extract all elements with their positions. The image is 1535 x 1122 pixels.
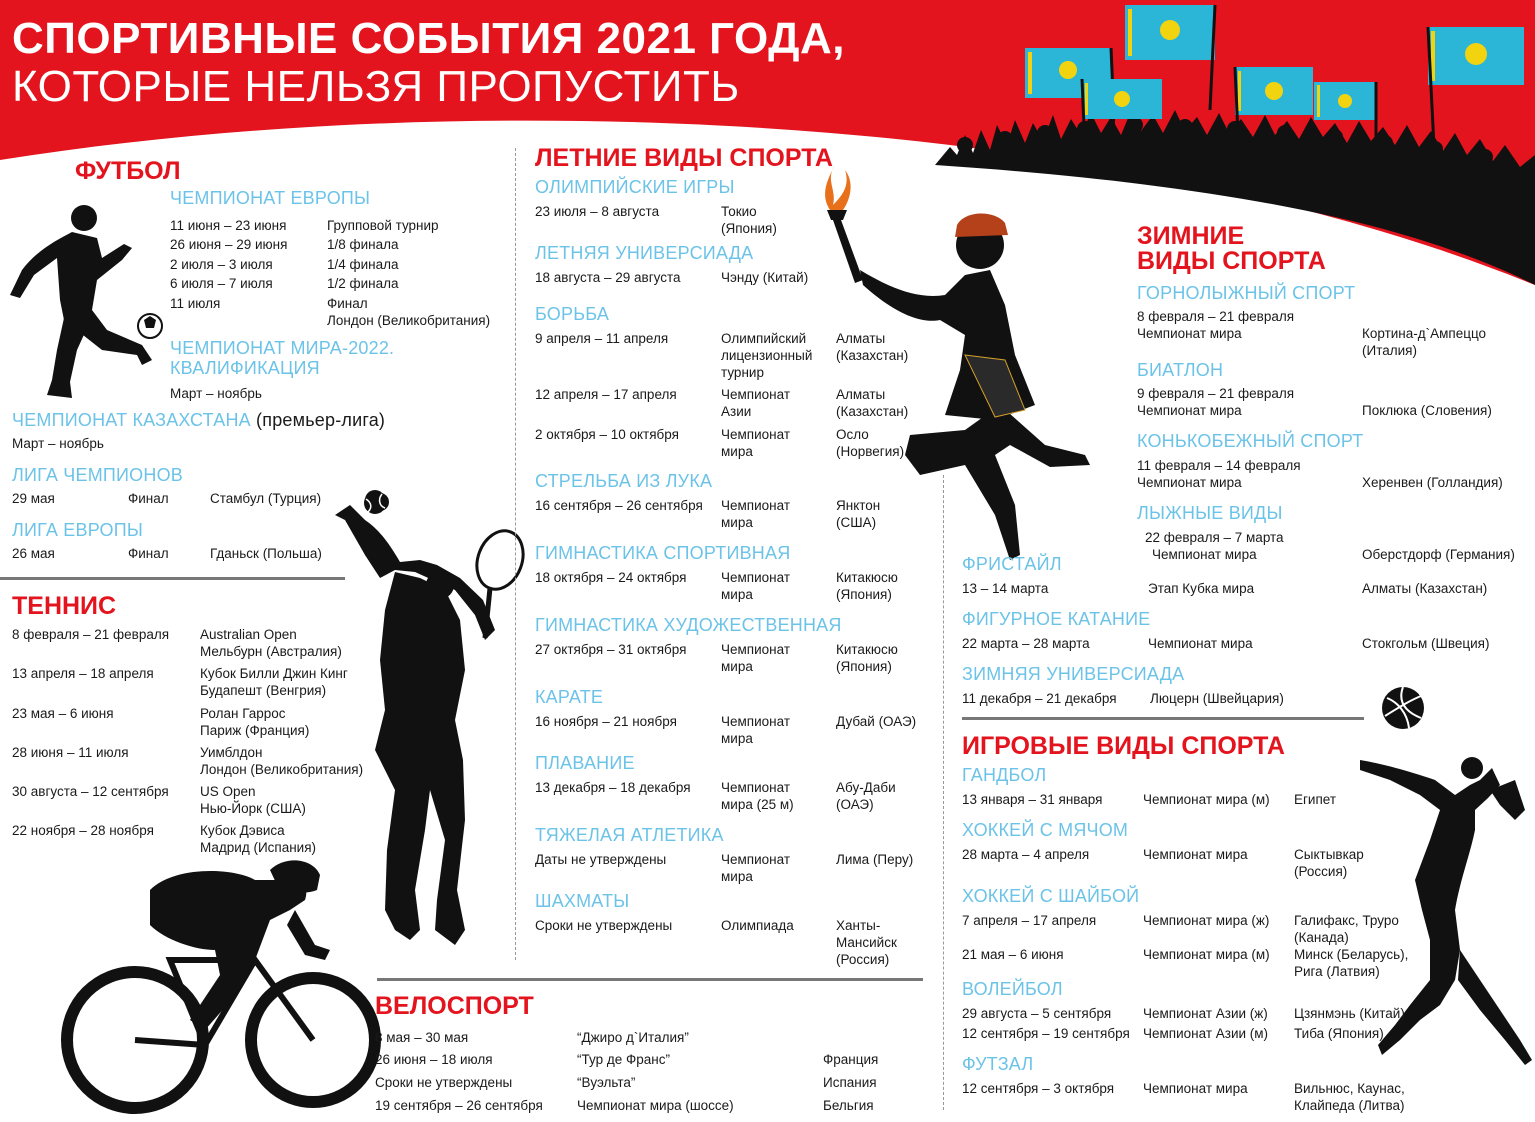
archery-date: 16 сентября – 26 сентября (535, 498, 703, 513)
futsal-place: Клайпеда (Литва) (1294, 1098, 1405, 1113)
swimming-title: ПЛАВАНИЕ (535, 753, 635, 773)
wrestling-event: Чемпионат (721, 387, 790, 402)
football-title: ФУТБОЛ (75, 157, 181, 185)
football-player-silhouette (2, 200, 172, 400)
chess-place: (Россия) (836, 952, 890, 967)
kz-league-name: ЧЕМПИОНАТ КАЗАХСТАНА (12, 410, 251, 430)
olympics-date: 23 июля – 8 августа (535, 204, 660, 219)
uel-place: Гданьск (Польша) (210, 546, 322, 561)
cycling-event: “Тур де Франс” (577, 1052, 670, 1067)
tennis-event: Кубок Дэвиса (200, 823, 285, 838)
gym-rhythmic-event: Чемпионат (721, 642, 790, 657)
alpine-place: (Италия) (1362, 343, 1417, 358)
chess-place: Ханты- (836, 918, 881, 933)
wrestling-place: (Норвегия) (836, 444, 905, 459)
ski-date: 22 февраля – 7 марта (1145, 530, 1284, 545)
alpine-title: ГОРНОЛЫЖНЫЙ СПОРТ (1137, 283, 1356, 303)
euro-stage: Групповой турнир (327, 218, 439, 233)
bandy-place: Сыктывкар (1294, 847, 1364, 862)
kz-league-dates: Март – ноябрь (12, 436, 104, 451)
euro-stage: 1/2 финала (327, 276, 399, 291)
uel-title: ЛИГА ЕВРОПЫ (12, 520, 143, 540)
gym-rhythmic-title: ГИМНАСТИКА ХУДОЖЕСТВЕННАЯ (535, 615, 842, 635)
handball-event: Чемпионат мира (м) (1143, 792, 1270, 807)
bandy-place: (Россия) (1294, 864, 1348, 879)
volleyball-date: 12 сентября – 19 сентября (962, 1026, 1130, 1041)
wrestling-event: мира (721, 444, 753, 459)
volleyball-date: 29 августа – 5 сентября (962, 1006, 1112, 1021)
cycling-title: ВЕЛОСПОРТ (375, 992, 534, 1020)
ice-hockey-place: Минск (Беларусь), (1294, 947, 1409, 962)
tennis-place: Мельбурн (Австралия) (200, 644, 342, 659)
gym-artistic-place: Китакюсю (836, 570, 898, 585)
summer-title: ЛЕТНИЕ ВИДЫ СПОРТА (535, 144, 833, 172)
volleyball-ball-icon (1379, 684, 1427, 732)
ucl-stage: Финал (128, 491, 169, 506)
tennis-date: 28 июня – 11 июля (12, 745, 129, 760)
bandy-title: ХОККЕЙ С МЯЧОМ (962, 820, 1129, 840)
wc-qual-title-2: КВАЛИФИКАЦИЯ (170, 358, 320, 378)
figure-skating-date: 22 марта – 28 марта (962, 636, 1090, 651)
wrestling-place: Алматы (836, 387, 886, 402)
olympics-place-country: (Япония) (721, 221, 777, 236)
figure-skating-place: Стокгольм (Швеция) (1362, 636, 1490, 651)
euro-date: 2 июля – 3 июля (170, 257, 273, 272)
uel-date: 26 мая (12, 546, 55, 561)
ice-hockey-title: ХОККЕЙ С ШАЙБОЙ (962, 886, 1140, 906)
gym-artistic-event: Чемпионат (721, 570, 790, 585)
gym-rhythmic-date: 27 октября – 31 октября (535, 642, 687, 657)
ski-title: ЛЫЖНЫЕ ВИДЫ (1137, 503, 1283, 523)
freestyle-place: Алматы (Казахстан) (1362, 581, 1488, 596)
tennis-ball-icon (362, 490, 388, 516)
chess-date: Сроки не утверждены (535, 918, 673, 933)
uel-stage: Финал (128, 546, 169, 561)
tennis-event: Ролан Гаррос (200, 706, 286, 721)
tennis-date: 30 августа – 12 сентября (12, 784, 169, 799)
cyclist-silhouette (55, 850, 385, 1120)
wrestling-place: (Казахстан) (836, 404, 909, 419)
gym-rhythmic-event: мира (721, 659, 753, 674)
tennis-date: 8 февраля – 21 февраля (12, 627, 170, 642)
cycling-date: 8 мая – 30 мая (375, 1030, 469, 1045)
divider-left (515, 148, 516, 960)
euro-stage: 1/8 финала (327, 237, 399, 252)
summer-universiade-date: 18 августа – 29 августа (535, 270, 681, 285)
cycling-event: “Джиро д`Италия” (577, 1030, 689, 1045)
tennis-event: US Open (200, 784, 256, 799)
volleyball-event: Чемпионат Азии (м) (1143, 1026, 1269, 1041)
ucl-date: 29 мая (12, 491, 55, 506)
ice-hockey-place: Галифакс, Труро (1294, 913, 1399, 928)
gym-rhythmic-place: (Япония) (836, 659, 892, 674)
gym-artistic-title: ГИМНАСТИКА СПОРТИВНАЯ (535, 543, 791, 563)
divider-winter-team (962, 717, 1364, 720)
freestyle-event: Этап Кубка мира (1148, 581, 1255, 596)
tennis-date: 13 апреля – 18 апреля (12, 666, 154, 681)
winter-title-2: ВИДЫ СПОРТА (1137, 247, 1326, 275)
chess-title: ШАХМАТЫ (535, 891, 630, 911)
ice-hockey-place: Рига (Латвия) (1294, 964, 1380, 979)
euro-date: 6 июля – 7 июля (170, 276, 273, 291)
wrestling-place: Осло (836, 427, 869, 442)
chess-event: Олимпиада (721, 918, 794, 933)
winter-title: ЗИМНИЕ (1137, 222, 1245, 250)
archery-place: Янктон (836, 498, 881, 513)
winter-universiade-place: Люцерн (Швейцария) (1150, 691, 1284, 706)
page-subtitle: КОТОРЫЕ НЕЛЬЗЯ ПРОПУСТИТЬ (12, 62, 740, 111)
handball-place: Египет (1294, 792, 1337, 807)
tennis-place: Париж (Франция) (200, 723, 310, 738)
cycling-place: Испания (823, 1075, 877, 1090)
alpine-place: Кортина-д`Ампеццо (1362, 326, 1487, 341)
volleyball-place: Тиба (Япония) (1294, 1026, 1384, 1041)
freestyle-title: ФРИСТАЙЛ (962, 554, 1062, 574)
tennis-event: Кубок Билли Джин Кинг (200, 666, 348, 681)
divider-right (943, 475, 944, 1110)
cycling-place: Франция (823, 1052, 879, 1067)
gym-rhythmic-place: Китакюсю (836, 642, 898, 657)
speed-skating-event: Чемпионат мира (1137, 475, 1242, 490)
ice-hockey-event: Чемпионат мира (ж) (1143, 913, 1270, 928)
wrestling-place: (Казахстан) (836, 348, 909, 363)
futsal-date: 12 сентября – 3 октября (962, 1081, 1115, 1096)
euro-stage: 1/4 финала (327, 257, 399, 272)
summer-universiade-place: Чэнду (Китай) (721, 270, 809, 285)
winter-universiade-date: 11 декабря – 21 декабря (962, 691, 1117, 706)
futsal-place: Вильнюс, Каунас, (1294, 1081, 1405, 1096)
wrestling-date: 9 апреля – 11 апреля (535, 331, 669, 346)
wc-qual-dates: Март – ноябрь (170, 386, 262, 401)
divider-velo (377, 978, 923, 981)
swimming-date: 13 декабря – 18 декабря (535, 780, 691, 795)
gym-artistic-place: (Япония) (836, 587, 892, 602)
karate-place: Дубай (ОАЭ) (836, 714, 917, 729)
swimming-event: Чемпионат (721, 780, 790, 795)
weightlifting-event: Чемпионат (721, 852, 790, 867)
swimming-place: Абу-Даби (836, 780, 896, 795)
euro-date: 11 июля (170, 296, 221, 311)
figure-skating-event: Чемпионат мира (1148, 636, 1253, 651)
euro-date: 11 июня – 23 июня (170, 218, 287, 233)
cycling-event: Чемпионат мира (шоссе) (577, 1098, 734, 1113)
divider-football-tennis (0, 577, 345, 580)
ice-hockey-place: (Канада) (1294, 930, 1349, 945)
ski-event: Чемпионат мира (1152, 547, 1257, 562)
tennis-place: Лондон (Великобритания) (200, 762, 364, 777)
archery-title: СТРЕЛЬБА ИЗ ЛУКА (535, 471, 713, 491)
chess-place: Мансийск (836, 935, 897, 950)
page-title: СПОРТИВНЫЕ СОБЫТИЯ 2021 ГОДА, (12, 14, 846, 63)
futsal-title: ФУТЗАЛ (962, 1054, 1034, 1074)
ski-place: Оберстдорф (Германия) (1362, 547, 1515, 562)
tennis-place: Нью-Йорк (США) (200, 801, 306, 816)
ucl-place: Стамбул (Турция) (210, 491, 322, 506)
wrestling-title: БОРЬБА (535, 304, 610, 324)
tennis-place: Будапешт (Венгрия) (200, 683, 327, 698)
biathlon-event: Чемпионат мира (1137, 403, 1242, 418)
futsal-event: Чемпионат мира (1143, 1081, 1248, 1096)
olympics-place: Токио (721, 204, 757, 219)
euro-final-place: Лондон (Великобритания) (327, 313, 491, 328)
ice-hockey-date: 21 мая – 6 июня (962, 947, 1064, 962)
cycling-event: “Вуэльта” (577, 1075, 636, 1090)
speed-skating-title: КОНЬКОБЕЖНЫЙ СПОРТ (1137, 431, 1364, 451)
kazakhstan-flag-icon (1420, 22, 1530, 152)
swimming-event: мира (25 м) (721, 797, 794, 812)
bandy-event: Чемпионат мира (1143, 847, 1248, 862)
olympics-title: ОЛИМПИЙСКИЕ ИГРЫ (535, 177, 735, 197)
weightlifting-place: Лима (Перу) (836, 852, 914, 867)
cycling-date: Сроки не утверждены (375, 1075, 513, 1090)
speed-skating-place: Херенвен (Голландия) (1362, 475, 1503, 490)
volleyball-title: ВОЛЕЙБОЛ (962, 979, 1063, 999)
ice-hockey-event: Чемпионат мира (м) (1143, 947, 1270, 962)
tennis-place: Мадрид (Испания) (200, 840, 317, 855)
biathlon-place: Поклюка (Словения) (1362, 403, 1492, 418)
wrestling-place: Алматы (836, 331, 886, 346)
volleyball-event: Чемпионат Азии (ж) (1143, 1006, 1268, 1021)
swimming-place: (ОАЭ) (836, 797, 874, 812)
team-sports-title: ИГРОВЫЕ ВИДЫ СПОРТА (962, 732, 1285, 760)
gym-artistic-date: 18 октября – 24 октября (535, 570, 687, 585)
wrestling-event: Азии (721, 404, 752, 419)
tennis-event: Australian Open (200, 627, 297, 642)
summer-universiade-title: ЛЕТНЯЯ УНИВЕРСИАДА (535, 243, 754, 263)
kz-league-suffix: (премьер-лига) (250, 410, 386, 430)
gym-artistic-event: мира (721, 587, 753, 602)
bandy-date: 28 марта – 4 апреля (962, 847, 1090, 862)
ice-hockey-date: 7 апреля – 17 апреля (962, 913, 1097, 928)
weightlifting-date: Даты не утверждены (535, 852, 667, 867)
wrestling-event: Олимпийский (721, 331, 807, 346)
weightlifting-event: мира (721, 869, 753, 884)
volleyball-place: Цзянмэнь (Китай) (1294, 1006, 1405, 1021)
wc-qual-title: ЧЕМПИОНАТ МИРА-2022. (170, 338, 395, 358)
tennis-title: ТЕННИС (12, 592, 117, 620)
karate-event: мира (721, 731, 753, 746)
biathlon-date: 9 февраля – 21 февраля (1137, 386, 1295, 401)
figure-skating-title: ФИГУРНОЕ КАТАНИЕ (962, 609, 1151, 629)
cycling-date: 19 сентября – 26 сентября (375, 1098, 543, 1113)
wrestling-date: 12 апреля – 17 апреля (535, 387, 677, 402)
euro-stage: Финал (327, 296, 368, 311)
handball-date: 13 января – 31 января (962, 792, 1103, 807)
wrestling-event: турнир (721, 365, 764, 380)
karate-event: Чемпионат (721, 714, 790, 729)
alpine-date: 8 февраля – 21 февраля (1137, 309, 1295, 324)
karate-date: 16 ноября – 21 ноября (535, 714, 677, 729)
karate-title: КАРАТЕ (535, 687, 604, 707)
handball-title: ГАНДБОЛ (962, 765, 1047, 785)
archery-place: (США) (836, 515, 877, 530)
biathlon-title: БИАТЛОН (1137, 360, 1224, 380)
weightlifting-title: ТЯЖЕЛАЯ АТЛЕТИКА (535, 825, 724, 845)
tennis-event: Уимблдон (200, 745, 263, 760)
speed-skating-date: 11 февраля – 14 февраля (1137, 458, 1301, 473)
cycling-place: Бельгия (823, 1098, 874, 1113)
wrestling-date: 2 октября – 10 октября (535, 427, 679, 442)
cycling-date: 26 июня – 18 июля (375, 1052, 493, 1067)
winter-universiade-title: ЗИМНЯЯ УНИВЕРСИАДА (962, 664, 1185, 684)
euro-title: ЧЕМПИОНАТ ЕВРОПЫ (170, 188, 371, 208)
kazakhstan-flag-icon (1310, 78, 1400, 198)
tennis-date: 23 мая – 6 июня (12, 706, 114, 721)
archery-event: мира (721, 515, 753, 530)
alpine-event: Чемпионат мира (1137, 326, 1242, 341)
archery-event: Чемпионат (721, 498, 790, 513)
kz-league-title (12, 410, 385, 430)
euro-date: 26 июня – 29 июня (170, 237, 288, 252)
ucl-title: ЛИГА ЧЕМПИОНОВ (12, 465, 183, 485)
wrestling-event: лицензионный (721, 348, 813, 363)
wrestling-event: Чемпионат (721, 427, 790, 442)
tennis-date: 22 ноября – 28 ноября (12, 823, 154, 838)
freestyle-date: 13 – 14 марта (962, 581, 1049, 596)
